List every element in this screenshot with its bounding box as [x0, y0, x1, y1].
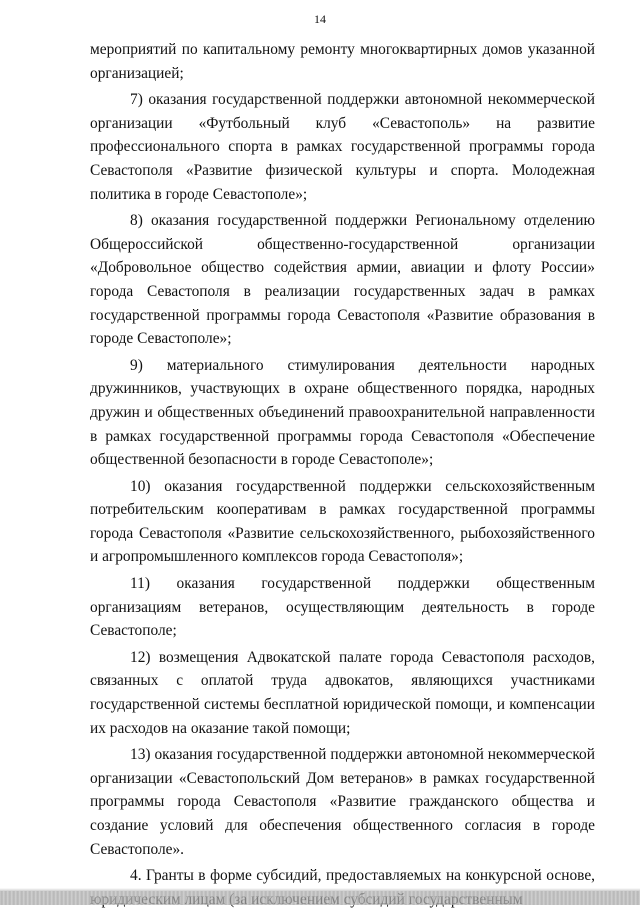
list-item-10: 10) оказания государственной поддержки сельскохозяйственным потребительским кооперативам в рамках государственной программы города Севастополя «Развитие сельскохозяйственного, рыбохозяйственного и агропромышленного комплексов города Севастополя»; — [90, 477, 595, 566]
list-item-12: 12) возмещения Адвокатской палате города Севастополя расходов, связанных с оплатой труда адвокатов, являющихся участниками государственной системы бесплатной юридической помощи, и компенсации их расходов на оказание такой помощи; — [90, 648, 595, 737]
list-item-8: 8) оказания государственной поддержки Региональному отделению Общероссийской общественно-государственной организации «Добровольное общество содействия армии, авиации и флоту России» города Севастополя в реализации государственных задач в рамках государственной программы города Севастополя «Развитие образования в городе Севастополе»; — [90, 212, 595, 348]
list-item-13: 13) оказания государственной поддержки автономной некоммерческой организации «Севастопольский Дом ветеранов» в рамках государственной программы города Севастополя «Развитие гражданского общества и создание условий для обеспечения общественного согласия в городе Севастополе». — [90, 746, 595, 858]
list-item-11: 11) оказания государственной поддержки общественным организациям ветеранов, осуществляющим деятельность в городе Севастополе; — [90, 575, 595, 640]
page-number: 14 — [314, 12, 326, 26]
list-item-7: 7) оказания государственной поддержки автономной некоммерческой организации «Футбольный клуб «Севастополь» на развитие профессионального спорта в рамках государственной программы города Севастополя «Развитие физической культуры и спорта. Молодежная политика в городе Севастополе»; — [90, 91, 595, 203]
paragraph-continuation: мероприятий по капитальному ремонту многоквартирных домов указанной организацией; — [90, 41, 595, 82]
section-4-paragraph: 4. Гранты в форме субсидий, предоставляемых на конкурсной основе, — [130, 867, 595, 885]
document-body — [90, 38, 595, 911]
list-item-9: 9) материального стимулирования деятельности народных дружинников, участвующих в охране общественного порядка, народных дружин и общественных объединений правоохранительной направленности в рамках государственной программы города Севастополя «Обеспечение общественной безопасности в городе Севастополе»; — [90, 356, 595, 469]
scan-edge-noise — [0, 891, 640, 905]
